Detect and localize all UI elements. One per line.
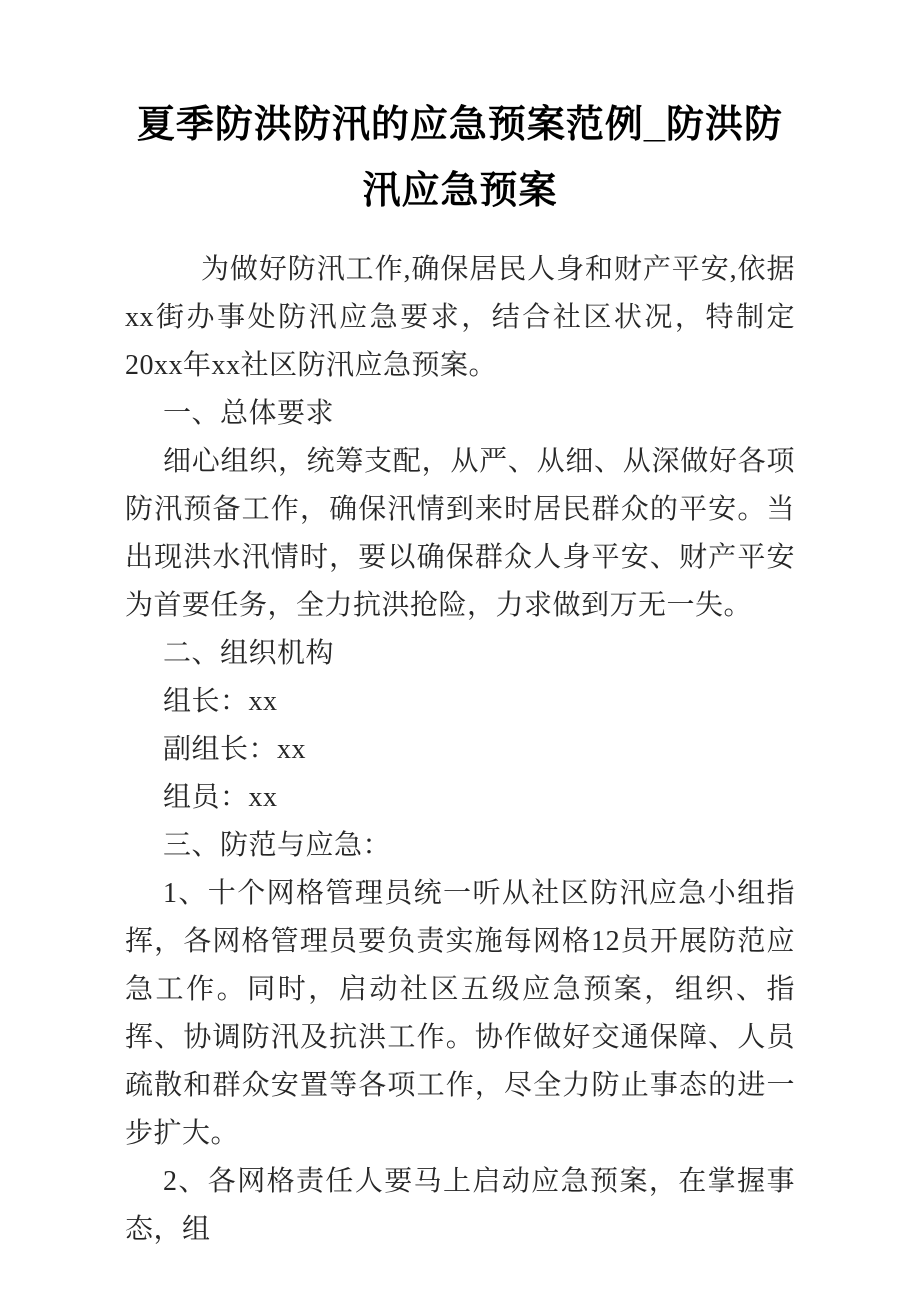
section-heading-prevention-emergency: 三、防范与应急： (163, 830, 392, 861)
paragraph-intro: 为做好防汛工作,确保居民人身和财产平安,依据xx街办事处防汛应急要求，结合社区状况，特制定20xx年xx社区防汛应急预案。 (125, 254, 795, 381)
item-deputy-group-leader: 副组长：xx (163, 734, 307, 765)
document-body (125, 246, 795, 1254)
paragraph-grid-managers: 1、十个网格管理员统一听从社区防汛应急小组指挥，各网格管理员要负责实施每网格12员开展防范应急工作。同时，启动社区五级应急预案，组织、指挥、协调防汛及抗洪工作。协作做好交通保障、人员疏散和群众安置等各项工作，尽全力防止事态的进一步扩大。 (125, 878, 795, 1149)
item-group-members: 组员：xx (163, 782, 278, 813)
section-heading-general-requirements: 一、总体要求 (163, 398, 335, 429)
paragraph-grid-responsibles-truncated: 2、各网格责任人要马上启动应急预案，在掌握事态，组 (125, 1166, 795, 1245)
item-group-leader: 组长：xx (163, 686, 278, 717)
paragraph-general-requirements: 细心组织，统筹支配，从严、从细、从深做好各项防汛预备工作，确保汛情到来时居民群众的平安。当出现洪水汛情时，要以确保群众人身平安、财产平安为首要任务，全力抗洪抢险，力求做到万无一失。 (125, 446, 795, 621)
section-heading-organization: 二、组织机构 (163, 638, 335, 669)
document-title: 夏季防洪防汛的应急预案范例_防洪防汛应急预案 (136, 104, 784, 212)
